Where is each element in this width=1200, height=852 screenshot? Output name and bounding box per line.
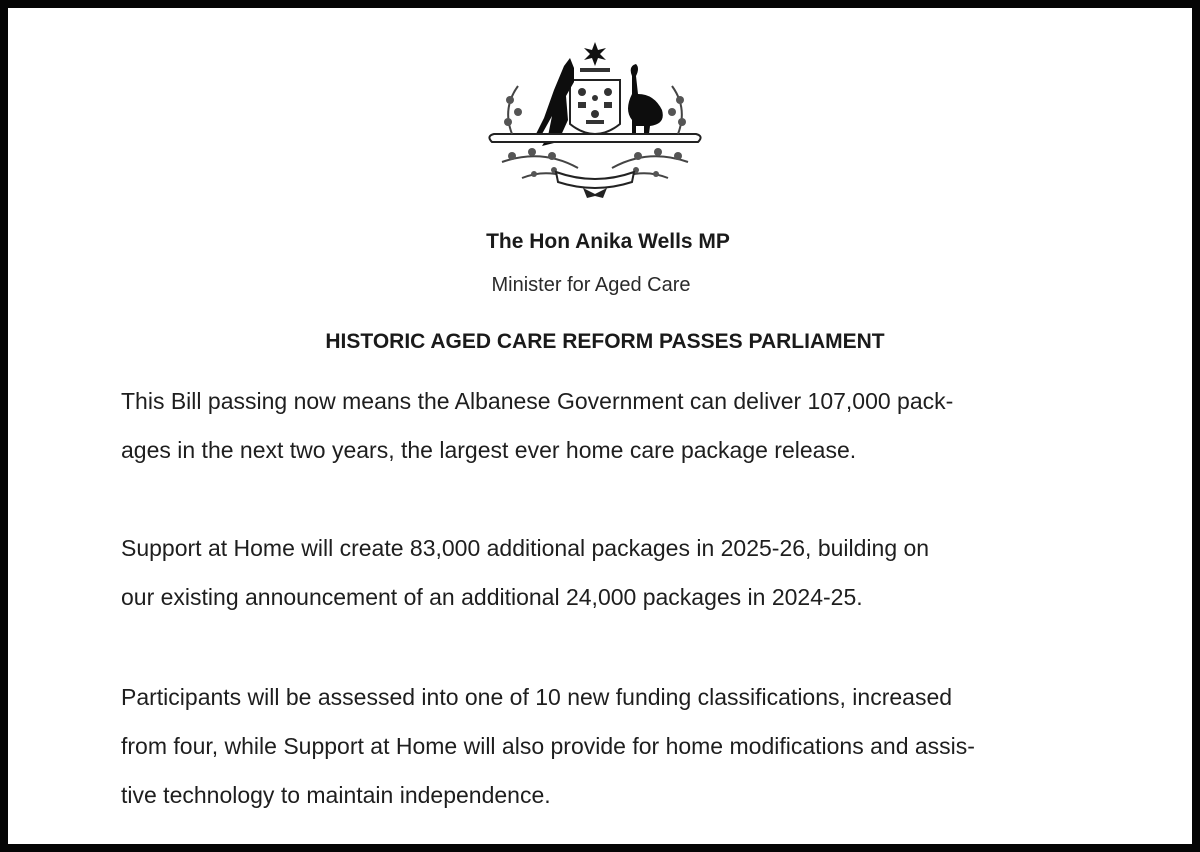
paragraph-line: from four, while Support at Home will also provide for home modifications and assis-	[121, 733, 975, 759]
paragraph-line: This Bill passing now means the Albanese Government can deliver 107,000 pack-	[121, 388, 954, 414]
press-release-headline: HISTORIC AGED CARE REFORM PASSES PARLIAMENT	[325, 330, 885, 353]
paragraph-line: our existing announcement of an additional 24,000 packages in 2024-25.	[121, 584, 863, 610]
minister-role: Minister for Aged Care	[491, 274, 691, 296]
paragraph-line: ages in the next two years, the largest ever home care package release.	[121, 437, 857, 463]
paragraph-line: tive technology to maintain independence.	[121, 782, 551, 808]
paragraph-2	[121, 524, 1121, 622]
paragraph-line: Support at Home will create 83,000 additional packages in 2025-26, building on	[121, 535, 930, 561]
paragraph-line: Participants will be assessed into one of 10 new funding classifications, increased	[121, 684, 953, 710]
minister-name: The Hon Anika Wells MP	[486, 230, 730, 253]
paragraph-1	[121, 377, 1121, 475]
paragraph-3	[121, 673, 1121, 820]
coat-of-arms-icon	[482, 38, 708, 200]
